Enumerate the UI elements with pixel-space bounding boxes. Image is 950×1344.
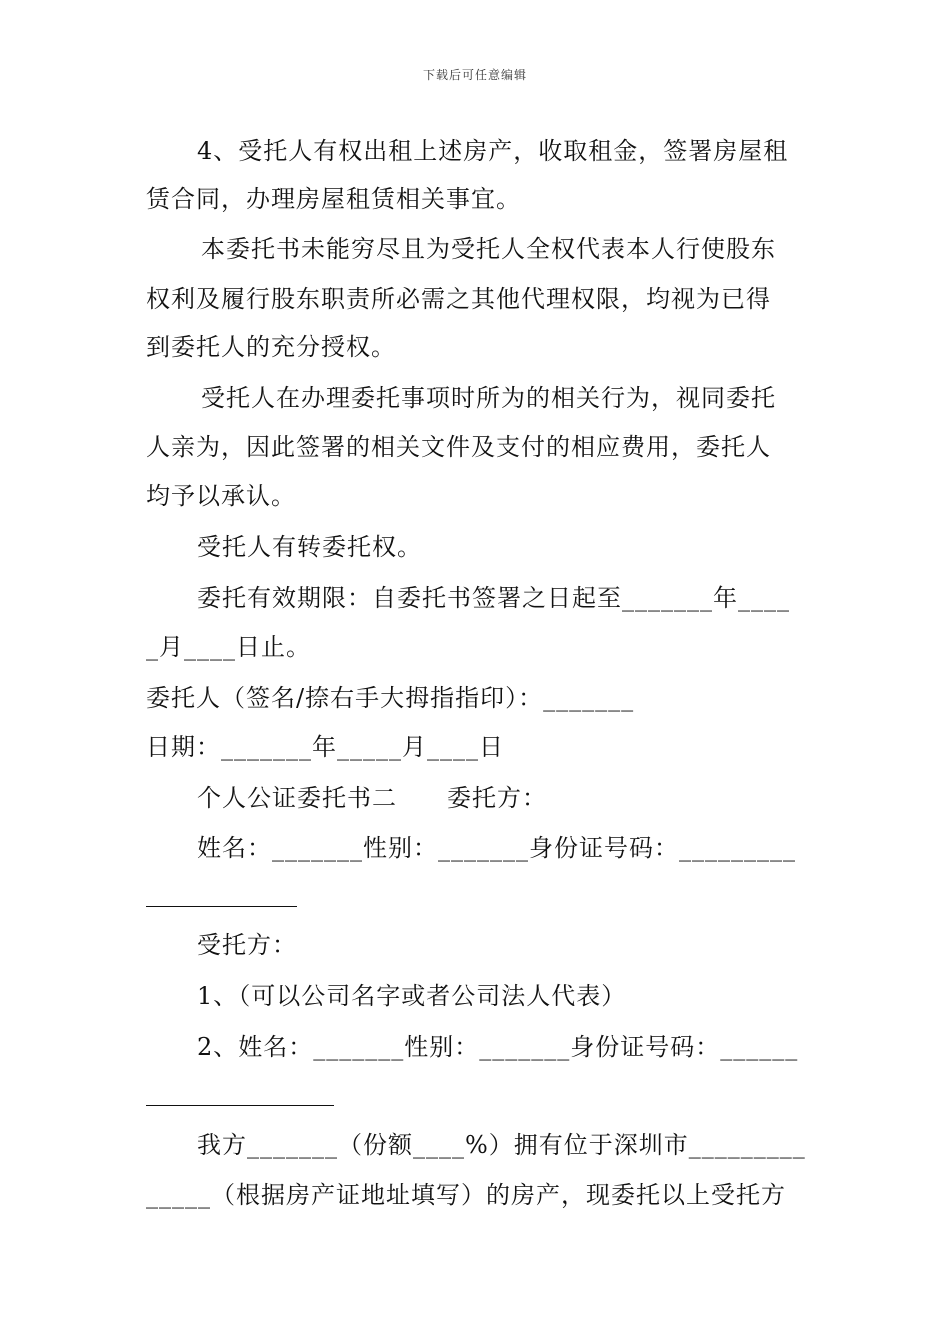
text-line: 本委托书未能穷尽且为受托人全权代表本人行使股东: [201, 235, 776, 263]
text-line: 2、姓名：_______性别：_______身份证号码：______: [197, 1033, 799, 1061]
text-line: 权利及履行股东职责所必需之其他代理权限，均视为已得: [146, 285, 771, 313]
blank-underline: [146, 1105, 334, 1106]
text-line: _月____日止。: [146, 633, 311, 661]
text-line: 赁合同，办理房屋租赁相关事宜。: [146, 185, 521, 213]
text-line: 到委托人的充分授权。: [146, 333, 396, 361]
text-line: 日期：_______年_____月____日: [146, 733, 504, 761]
text-line: 受托人在办理委托事项时所为的相关行为，视同委托: [201, 384, 776, 412]
text-line: _____（根据房产证地址填写）的房产，现委托以上受托方: [146, 1181, 786, 1209]
text-line: 我方_______（份额____%）拥有位于深圳市_________: [197, 1131, 806, 1159]
text-line: 姓名：_______性别：_______身份证号码：_________: [197, 834, 796, 862]
text-line: 1、（可以公司名字或者公司法人代表）: [197, 982, 627, 1010]
text-line: 4、受托人有权出租上述房产，收取租金，签署房屋租: [197, 137, 789, 165]
text-line: 个人公证委托书二 委托方：: [197, 784, 547, 812]
text-line: 人亲为，因此签署的相关文件及支付的相应费用，委托人: [146, 433, 771, 461]
text-line: 受托人有转委托权。: [197, 533, 422, 561]
text-line: 受托方：: [197, 931, 297, 959]
text-line: 委托人（签名/捺右手大拇指指印）：_______: [146, 684, 635, 712]
text-line: 均予以承认。: [146, 482, 296, 510]
page-header: 下载后可任意编辑: [422, 68, 527, 82]
blank-underline: [146, 906, 297, 907]
text-line: 委托有效期限：自委托书签署之日起至_______年____: [197, 584, 790, 612]
